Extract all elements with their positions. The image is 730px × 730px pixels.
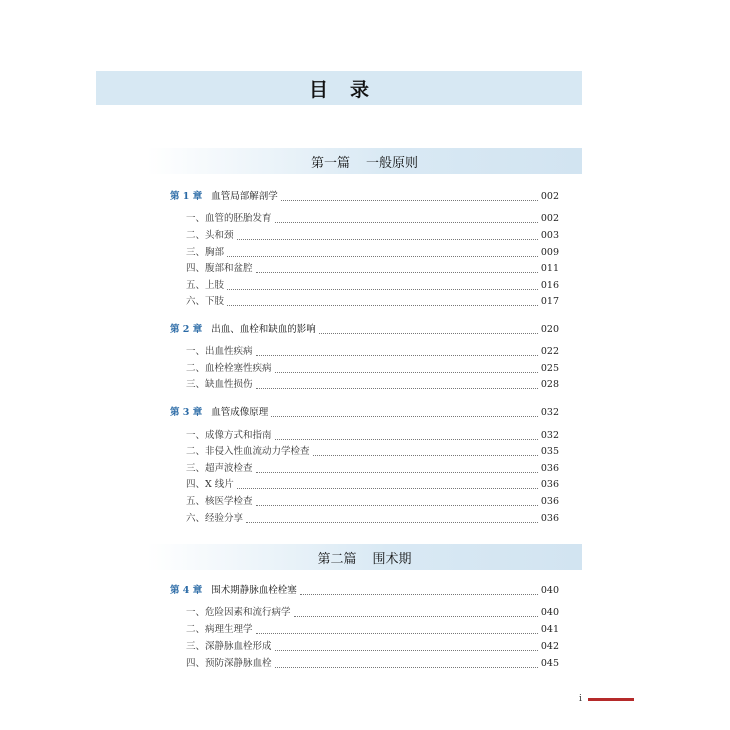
section-title: 一、危险因素和流行病学 [186,607,291,618]
toc-section-entry[interactable] [186,475,559,491]
section-title: 三、缺血性损伤 [186,379,253,390]
toc-section-entry[interactable] [186,359,559,375]
folio-number: i [579,694,582,704]
section-title: 二、血栓栓塞性疾病 [186,363,272,374]
page-number: 032 [540,430,559,441]
leader-dots [275,649,538,651]
section-title: 四、X 线片 [186,479,234,490]
page-number: 036 [540,463,559,474]
page-number: 025 [540,363,559,374]
section-title: 五、核医学检查 [186,496,253,507]
leader-dots [237,238,538,240]
leader-dots [275,666,538,668]
leader-dots [256,354,538,356]
part-title: 一般原则 [366,155,419,171]
toc-section-entry[interactable] [186,637,559,653]
leader-dots [237,487,538,489]
section-title: 二、头和颈 [186,230,234,241]
toc-section-entry[interactable] [186,426,559,442]
toc-chapter-entry[interactable] [170,403,559,419]
leader-dots [294,615,538,617]
toc-section-entry[interactable] [186,442,559,458]
leader-dots [256,387,538,389]
chapter-number: 第 3 章 [170,407,203,418]
section-title: 一、成像方式和指南 [186,430,272,441]
section-title: 四、腹部和盆腔 [186,263,253,274]
section-title: 二、病理生理学 [186,624,253,635]
toc-chapter-entry[interactable] [170,320,559,336]
section-title: 三、胸部 [186,247,225,258]
leader-dots [246,521,538,523]
page-number: 003 [540,230,559,241]
section-title: 六、下肢 [186,296,225,307]
section-title: 三、超声波检查 [186,463,253,474]
leader-dots [256,471,538,473]
section-title: 二、非侵入性血流动力学检查 [186,446,310,457]
leader-dots [227,288,538,290]
leader-dots [271,415,538,417]
page-number: 028 [540,379,559,390]
chapter-title: 血管成像原理 [211,407,269,418]
page-number: 041 [540,624,559,635]
chapter-title: 出血、血栓和缺血的影响 [211,324,316,335]
page-number: 040 [540,607,559,618]
section-title: 五、上肢 [186,280,225,291]
toc-section-entry[interactable] [186,459,559,475]
toc-section-entry[interactable] [186,603,559,619]
part-number: 第二篇 [317,551,357,567]
chapter-title: 血管局部解剖学 [211,191,278,202]
toc-section-entry[interactable] [186,492,559,508]
part-heading [147,544,582,570]
toc-chapter-entry[interactable] [170,581,559,597]
toc-section-entry[interactable] [186,243,559,259]
toc-title-bar [96,71,582,105]
toc-section-entry[interactable] [186,509,559,525]
page-number: 022 [540,346,559,357]
section-title: 四、预防深静脉血栓 [186,658,272,669]
page-number: 045 [540,658,559,669]
leader-dots [256,504,538,506]
page-number: 040 [540,585,559,596]
footer-accent-bar [588,698,634,701]
part-heading [147,148,582,174]
page-number: 036 [540,479,559,490]
leader-dots [300,593,538,595]
toc-section-entry[interactable] [186,375,559,391]
toc-section-entry[interactable] [186,342,559,358]
chapter-title: 围术期静脉血栓栓塞 [211,585,297,596]
page-number: 009 [540,247,559,258]
page-number: 011 [540,263,559,274]
section-title: 一、出血性疾病 [186,346,253,357]
leader-dots [275,221,538,223]
page-number: 035 [540,446,559,457]
toc-chapter-entry[interactable] [170,187,559,203]
page-number: 032 [540,407,559,418]
toc-section-entry[interactable] [186,259,559,275]
page-number: 002 [540,191,559,202]
chapter-number: 第 2 章 [170,324,203,335]
leader-dots [256,632,538,634]
section-title: 三、深静脉血栓形成 [186,641,272,652]
part-number: 第一篇 [310,155,350,171]
toc-section-entry[interactable] [186,209,559,225]
page-number: 036 [540,513,559,524]
page-number: 016 [540,280,559,291]
leader-dots [319,332,538,334]
page-number: 002 [540,213,559,224]
leader-dots [281,199,538,201]
section-title: 一、血管的胚胎发育 [186,213,272,224]
toc-section-entry[interactable] [186,654,559,670]
chapter-number: 第 4 章 [170,585,203,596]
section-title: 六、经验分享 [186,513,244,524]
toc-section-entry[interactable] [186,292,559,308]
page-number: 042 [540,641,559,652]
chapter-number: 第 1 章 [170,191,203,202]
leader-dots [313,454,538,456]
toc-section-entry[interactable] [186,226,559,242]
leader-dots [275,438,538,440]
leader-dots [275,371,538,373]
toc-section-entry[interactable] [186,620,559,636]
leader-dots [227,255,538,257]
page-number: 036 [540,496,559,507]
leader-dots [227,304,538,306]
toc-section-entry[interactable] [186,276,559,292]
leader-dots [256,271,538,273]
page-number: 017 [540,296,559,307]
page-title: 目录 [308,78,391,101]
part-title: 围术期 [372,551,412,567]
page-number: 020 [540,324,559,335]
